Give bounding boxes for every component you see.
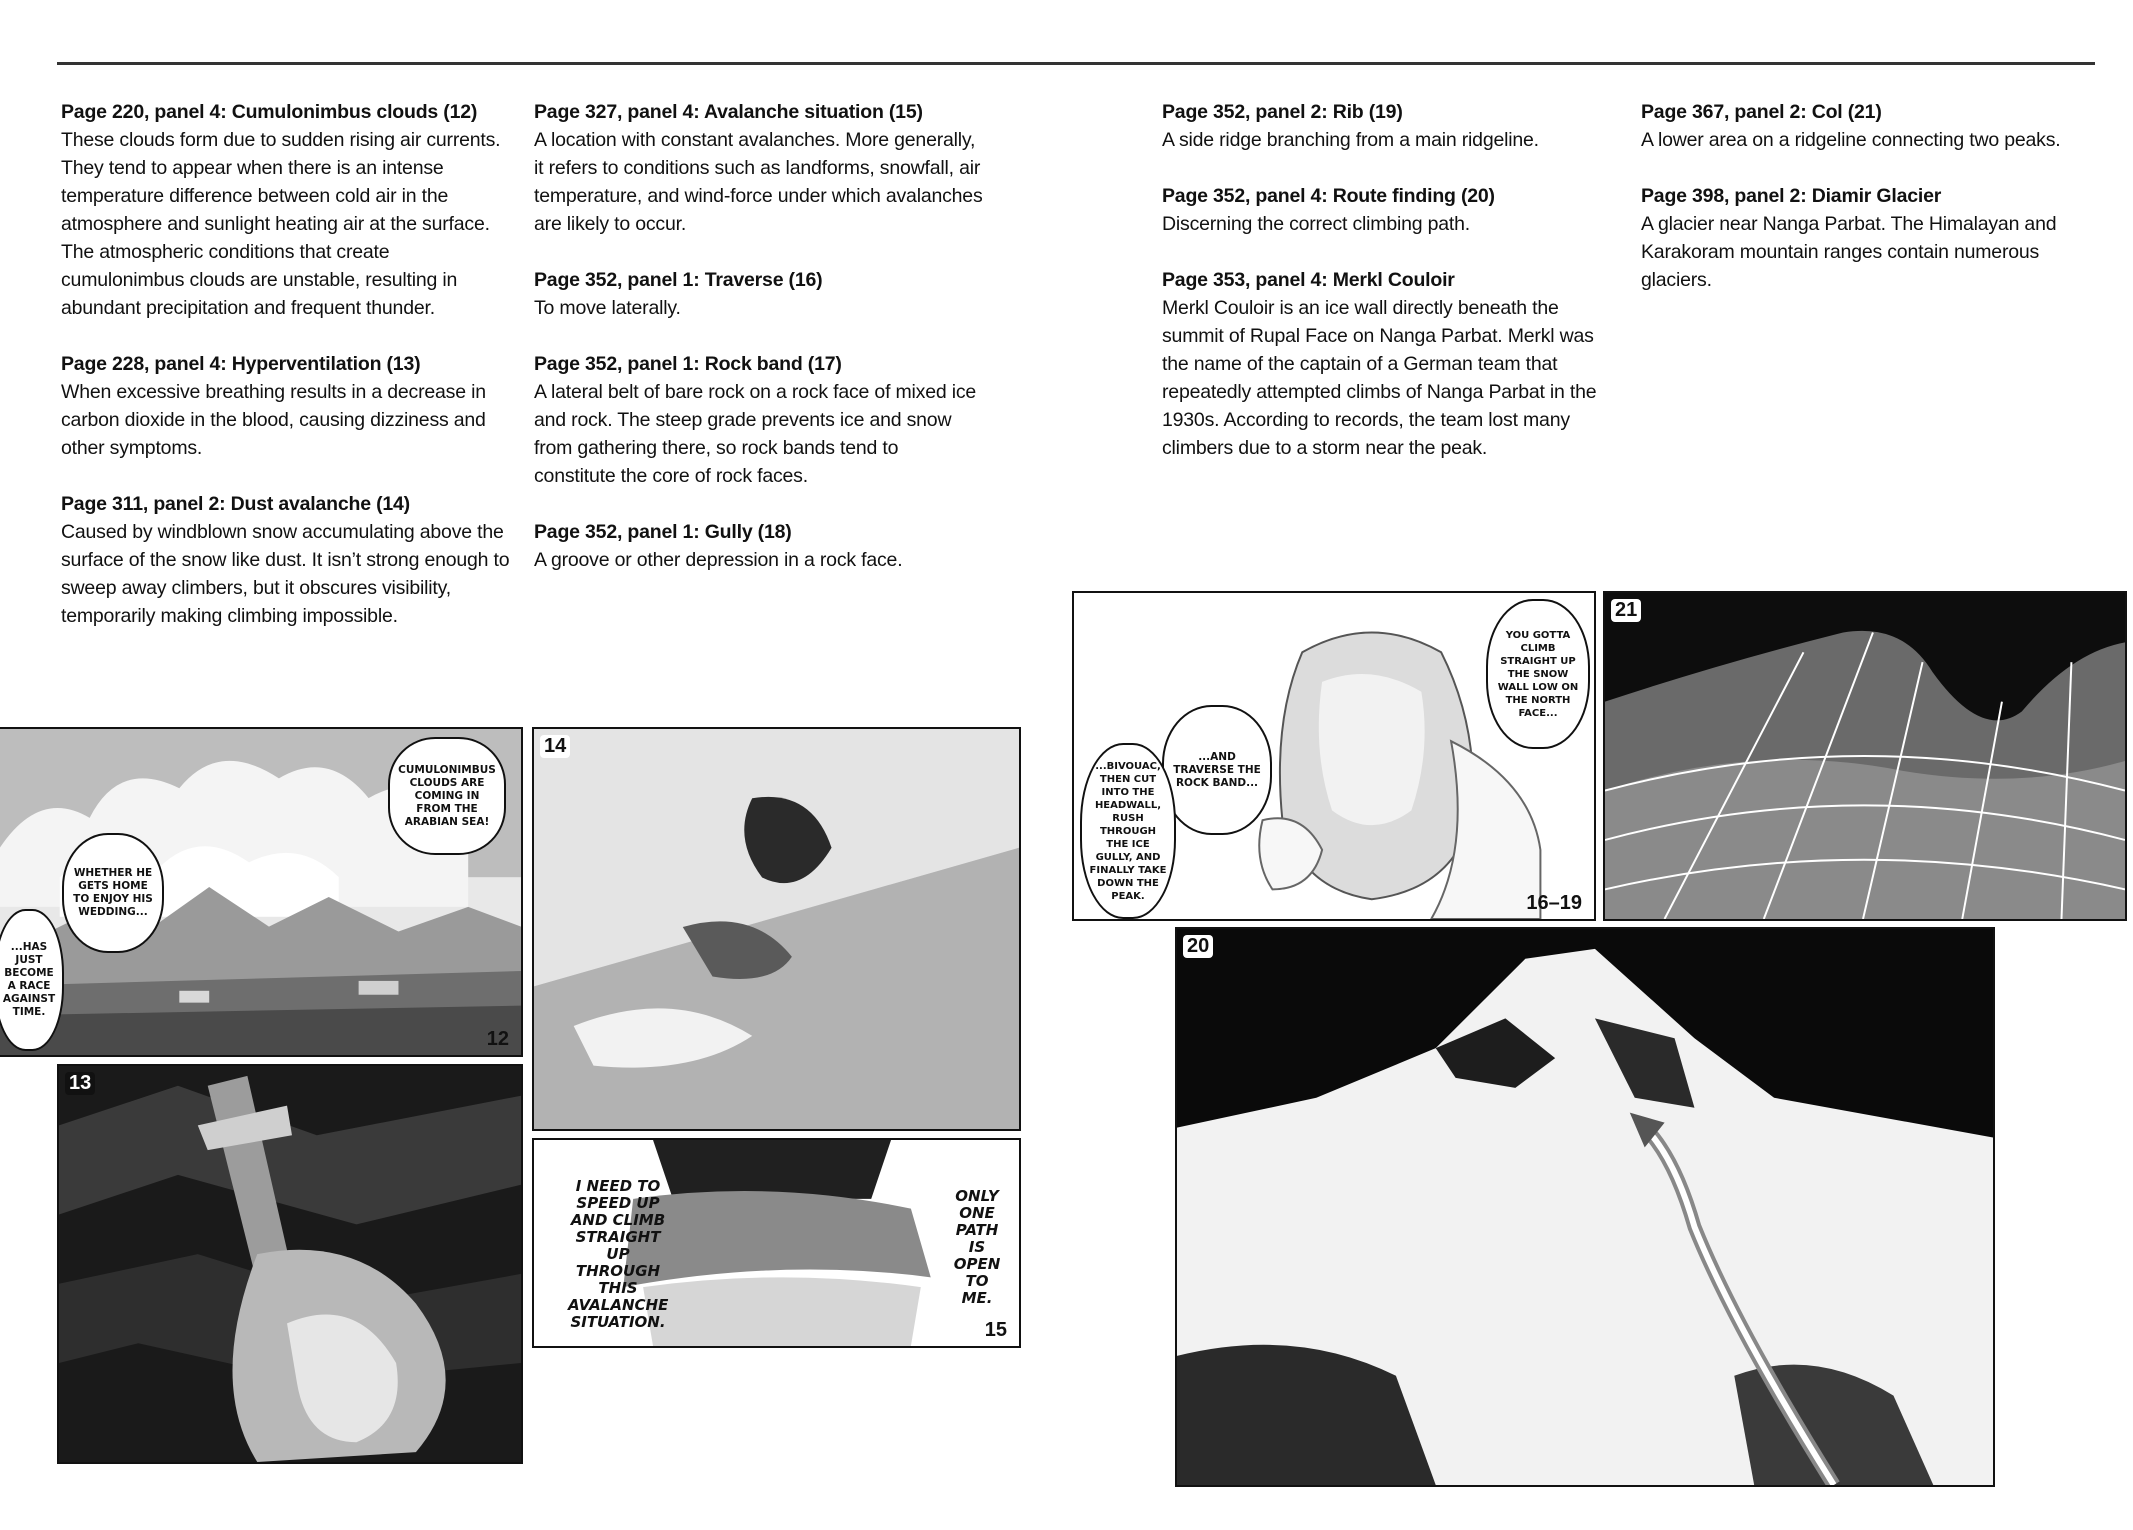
speech-bubble — [1080, 743, 1176, 919]
entry-body: Discerning the correct climbing path. — [1162, 213, 1470, 235]
entry-heading: Page 352, panel 4: Route finding (20) — [1162, 185, 1495, 207]
bubble-text: ...AND — [1198, 750, 1236, 763]
glossary-entry — [1162, 266, 1612, 462]
glossary-column-4 — [1641, 98, 2081, 322]
ice-axe-image — [59, 1066, 521, 1462]
panel-number: 20 — [1183, 935, 1213, 958]
entry-body: These clouds form due to sudden rising air currents. They tend to appear when there is an intense temperature difference between cold air in the atmosphere and sunlight heating air at the surface. The atmospheric conditions that create cumulonimbus clouds are unstable, resulting in abundant precipitation and frequent thunder. — [61, 129, 501, 319]
panel-number: 15 — [984, 1319, 1007, 1341]
col-wireframe-image — [1605, 593, 2125, 919]
manga-panel-13 — [57, 1064, 523, 1464]
entry-heading: Page 327, panel 4: Avalanche situation (15) — [534, 101, 923, 123]
panel-number: 14 — [540, 735, 570, 758]
bubble-highlight: GULLY, — [1095, 851, 1133, 863]
top-rule — [57, 62, 2095, 65]
panel-number: 21 — [1611, 599, 1641, 622]
glossary-column-2 — [534, 98, 984, 602]
glossary-column-3 — [1162, 98, 1612, 490]
entry-body: A location with constant avalanches. More generally, it refers to conditions such as landforms, snowfall, air temperature, and wind-force under which avalanches are likely to occur. — [534, 129, 983, 235]
glossary-entry — [61, 350, 511, 462]
panel-number: 12 — [486, 1028, 509, 1050]
panel-number: 13 — [65, 1072, 95, 1095]
entry-heading: Page 228, panel 4: Hyperventilation (13) — [61, 353, 421, 375]
entry-body: A lateral belt of bare rock on a rock face of mixed ice and rock. The steep grade prevents ice and snow from gathering there, so rock bands tend to constitute the core of rock faces. — [534, 381, 977, 487]
manga-panel-12 — [0, 727, 523, 1057]
entry-heading: Page 352, panel 1: Gully (18) — [534, 521, 792, 543]
entry-heading: Page 353, panel 4: Merkl Couloir — [1162, 269, 1455, 291]
speech-bubble: YOU GOTTA CLIMB STRAIGHT UP THE SNOW WALL LOW ON THE NORTH FACE... — [1486, 599, 1590, 749]
caption-highlight: AVALANCHE SITUATION. — [568, 1296, 669, 1331]
glossary-entry — [61, 490, 511, 630]
glossary-entry — [1641, 98, 2081, 154]
entry-heading: Page 367, panel 2: Col (21) — [1641, 101, 1882, 123]
entry-heading: Page 311, panel 2: Dust avalanche (14) — [61, 493, 410, 515]
narration-caption: ONLY ONE PATH IS OPEN TO ME. — [953, 1187, 1001, 1307]
entry-body: When excessive breathing results in a decrease in carbon dioxide in the blood, causing dizziness and other symptoms. — [61, 381, 486, 459]
manga-panel-16-19 — [1072, 591, 1596, 921]
speech-bubble: ...HAS JUST BECOME A RACE AGAINST TIME. — [0, 909, 64, 1051]
glossary-entry — [1641, 182, 2081, 294]
entry-body: Merkl Couloir is an ice wall directly beneath the summit of Rupal Face on Nanga Parbat. Merkl was the name of the captain of a German team that repeatedly attempted climbs of Nanga Parbat in the 1930s. According to records, the team lost many climbers due to a storm near the peak. — [1162, 297, 1597, 459]
manga-panel-15 — [532, 1138, 1021, 1348]
glossary-entry — [534, 98, 984, 238]
entry-body: A lower area on a ridgeline connecting two peaks. — [1641, 129, 2061, 151]
glossary-entry — [1162, 182, 1612, 238]
entry-heading: Page 352, panel 1: Rock band (17) — [534, 353, 842, 375]
entry-heading: Page 352, panel 1: Traverse (16) — [534, 269, 823, 291]
glossary-column-1 — [61, 98, 511, 658]
dust-avalanche-image — [534, 729, 1019, 1129]
glossary-entry — [534, 518, 984, 574]
speech-bubble: WHETHER HE GETS HOME TO ENJOY HIS WEDDING... — [62, 833, 164, 953]
entry-body: To move laterally. — [534, 297, 681, 319]
glossary-entry — [1162, 98, 1612, 154]
entry-body: A side ridge branching from a main ridgeline. — [1162, 129, 1539, 151]
speech-bubble — [1162, 705, 1272, 835]
manga-panel-21 — [1603, 591, 2127, 921]
bubble-text: AND FINALLY TAKE DOWN THE PEAK. — [1089, 851, 1167, 902]
speech-bubble: CUMULONIMBUS CLOUDS ARE COMING IN FROM THE ARABIAN SEA! — [388, 737, 506, 855]
entry-heading: Page 220, panel 4: Cumulonimbus clouds (12) — [61, 101, 478, 123]
glossary-entry — [534, 350, 984, 490]
caption-text: I NEED TO SPEED UP AND CLIMB STRAIGHT UP THROUGH THIS — [570, 1177, 666, 1297]
entry-heading: Page 352, panel 2: Rib (19) — [1162, 101, 1403, 123]
entry-body: A glacier near Nanga Parbat. The Himalayan and Karakoram mountain ranges contain numerous glaciers. — [1641, 213, 2057, 291]
bubble-text: ...BIVOUAC, THEN CUT INTO THE HEADWALL, RUSH THROUGH THE ICE — [1094, 760, 1162, 850]
panel-number: 16–19 — [1526, 892, 1582, 914]
entry-body: Caused by windblown snow accumulating above the surface of the snow like dust. It isn’t strong enough to sweep away climbers, but it obscures visibility, temporarily making climbing impossible. — [61, 521, 510, 627]
manga-panel-20 — [1175, 927, 1995, 1487]
glossary-entry — [534, 266, 984, 322]
narration-caption — [568, 1178, 668, 1331]
glossary-entry — [61, 98, 511, 322]
manga-panel-14 — [532, 727, 1021, 1131]
entry-heading: Page 398, panel 2: Diamir Glacier — [1641, 185, 1942, 207]
entry-body: A groove or other depression in a rock face. — [534, 549, 903, 571]
mountain-route-image — [1177, 929, 1993, 1485]
bubble-highlight: TRAVERSE THE ROCK BAND... — [1173, 763, 1261, 789]
